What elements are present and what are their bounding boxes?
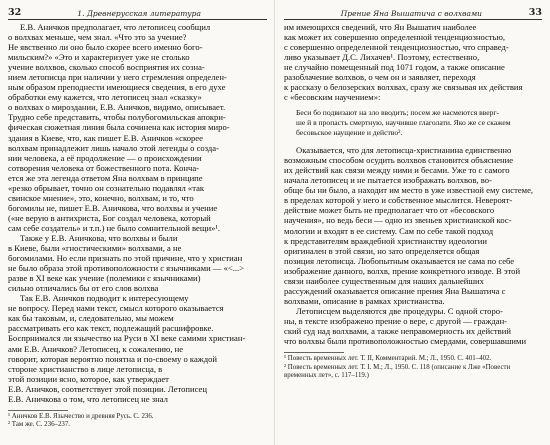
quote-line: Беси бо подвизают на зло вводить; посем же насмеются вверг- [296, 108, 500, 118]
text-line: Е.В. Аничков предполагает, что летописец сообщил [20, 22, 211, 32]
text-line: говорит, которая вероятно понятна и по-своему о каждой [8, 353, 217, 364]
text-line: фическая сюжетная линия была сочинена как история миро- [8, 122, 230, 133]
right-page [275, 0, 550, 445]
text-line: «резко обрывает, точно он сознательно подавлял «так [8, 182, 205, 193]
text-line: ливо указывает Д.С. Лихачев¹. Поэтому, естественно, [284, 52, 480, 63]
text-line: этой позиции ясно, которое, как утверждает [8, 373, 169, 384]
quote-line: ше й в пропасть смертную, научивше глаголати. Яко же се скажем [296, 117, 511, 127]
text-line: разоблачение волхвов, о чем он и заявляет, переходя [284, 72, 476, 83]
left-body-text [8, 22, 267, 404]
text-line: рассматривать его как текст, подлежащий расшифровке. [8, 323, 214, 334]
page-number: 33 [528, 7, 542, 18]
text-line: мильским?» «Это и характеризует уже не столько [8, 52, 190, 63]
text-line: волхвами, описание в рамках христианства. [284, 295, 445, 306]
text-line: Трудно себе представить, чтобы полубогомильская апокри- [8, 112, 226, 123]
text-line: («не верую в антихриста, Бог создал человека, который [8, 212, 211, 223]
text-line: свинское мнение», это, конечно, волхвам, и то, что [8, 192, 194, 203]
text-line: нии человека, а её продолжение — о происхождении [8, 152, 202, 163]
text-line: не вопросу. Перед нами текст, смысл которого оказывается [8, 303, 224, 314]
text-line: ны, в тексте изображено прение о вере, с другой — граждан- [284, 315, 508, 326]
block-quote [296, 108, 542, 137]
text-line: начала летописец и не пытается изображать волхвов, во- [284, 175, 492, 186]
text-line: что волхвы были противоположностью смердами, совершавшими [284, 336, 527, 347]
text-line: сотворения человека от божественного пота. Конча- [8, 162, 200, 173]
text-line: не было образа этой противоположности с язычниками — «<...> [8, 263, 245, 274]
text-line: к рассказу о белозерских волхвах, сразу же связывая их действия [284, 82, 523, 93]
text-line: обще бы ни было, а находит им место в уже известной ему системе, [284, 185, 534, 196]
footnote: ¹ Аничков Е.В. Язычество и древняя Русь. С. 236. [8, 412, 154, 420]
text-line: как может их совершенно определенной тенденциозностью, [284, 32, 506, 43]
right-body-text [284, 22, 542, 346]
text-line: рассуждений оказывается описание прения Яна Вышатича с [284, 285, 506, 296]
footnote-rule [284, 352, 344, 353]
text-line: ным образом преподнести имеющиеся сведения, в его духе [8, 82, 226, 93]
running-head: Прение Яна Вышатича с волхвами [340, 9, 482, 18]
text-line: стороне христианство в лице летописца, в [8, 363, 163, 374]
text-line: волхвам принадлежит лишь начало этой легенды о созда- [8, 142, 219, 153]
text-line: о волхвах о мироздании, Е.В. Аничков, видимо, описывает. [8, 102, 226, 113]
text-line: оригинален в этой связи, но зато определяется общая [284, 245, 480, 256]
text-line: Е.В. Аничков, соответствует этой позиции. Летописец [8, 383, 207, 394]
footnote-rule [8, 410, 68, 411]
page-number: 32 [8, 7, 22, 18]
text-line: Также у Е.В. Аничкова, что волхвы и были [20, 232, 178, 243]
text-line: возможным способом осудить волхвов становится объяснение [284, 155, 514, 166]
text-line: ами Е.В. Аничков? Летописец, к сожалению, не [8, 343, 184, 354]
text-line: к представителям враждебной христианству идеологии [284, 235, 487, 246]
text-line: здания в Киеве, что, как пишет Е.В. Аничков «скорее [8, 132, 203, 143]
footnote: ² Повесть временных лет. Т. I. М.; Л., 1950. С. 118 (описание к Лже «Повести временных лет», с. 117–119.) [284, 363, 511, 379]
right-page-header [284, 0, 542, 20]
text-line: учение волхвов, сколько способ восприятия их созна- [8, 62, 205, 73]
text-line: сам себе создатель» и т.п.) не было сомнительной вещи»¹. [8, 222, 221, 233]
text-line: сильно отличались бы от его слов волхва [8, 283, 159, 294]
text-line: как бы таковым, и, следовательно, мы можем [8, 313, 174, 324]
running-head: 1. Древнерусская литература [77, 9, 201, 18]
text-line: разве в XI веке как учение (полемики с язычниками) [8, 273, 201, 284]
footnote: ² Там же. С. 236–237. [8, 421, 71, 429]
text-line: обработки ему кажется, что летописец знал «сказку» [8, 92, 202, 103]
text-line: Оказывается, что для летописца-христианина единственно [296, 145, 512, 156]
text-line: Боспрнимался ли язычество на Руси в XI веке самими христиан- [8, 333, 246, 344]
text-line: их действий как связи между ними и бесами. Уже то с самого [284, 165, 510, 176]
text-line: научения», но ведь беси — одно из звеньев христианской кос- [284, 215, 512, 226]
text-line: с совершенно определенной тенденциозностью, что справед- [284, 42, 509, 53]
text-line: ется же эта легенда ответом Яна волхвам в принципе [8, 172, 203, 183]
text-line: мологии и входят в ее систему. Сам по себе такой подход [284, 225, 494, 236]
text-line: позиция летописца. Любопытным оказывается не сама по себе [284, 255, 515, 266]
text-line: богомилы не, пишет Е.В. Аничкова, что волхвы и учение [8, 202, 218, 213]
text-line: Летописцем выделяются две процедуры. С одной сторо- [296, 305, 503, 316]
text-line: действие может быть не предполагает что от «бесовского [284, 205, 495, 216]
text-line: Так Е.В. Аничков подводит к интересующему [20, 293, 189, 304]
footnote: ¹ Повесть временных лет. Т. II, Комментарий. М.; Л., 1950. С. 401–402. [284, 355, 492, 363]
text-line: изображение данного, волхв, прение конкретного изводе. В этой [284, 265, 521, 276]
text-line: богомилами. Но если признать по этой причине, что у христиан [8, 253, 243, 264]
text-line: Не явственно ли оно было скорее всего именно бого- [8, 42, 203, 53]
text-line: с «бесовским научением»: [284, 92, 381, 103]
text-line: в пределах которой у него и собственное мыслится. Невероят- [284, 195, 513, 206]
quote-line: бесовьское наущение и действо². [296, 127, 403, 137]
text-line: ский суд над волхвами, а также неправомерность их действий [284, 326, 511, 336]
text-line: связи наиболее существенным для наших дальнейших [284, 275, 484, 286]
text-line: в Киеве, были «гностическими» волхвами, а не [8, 243, 182, 254]
text-line: о волхвах меньше, чем знал. «Что это за учение? [8, 32, 187, 43]
text-line: нием летописца при наличии у него стремления определен- [8, 72, 227, 83]
text-line: им имеющихся сведений, что Ян Вышатич наиболее [284, 22, 477, 32]
text-line: Е.В. Аничкова о том, что летописец не знал [8, 393, 168, 404]
left-page-header [8, 0, 267, 20]
text-line: не случайно помещенный под 1071 годом, а также описание [284, 62, 505, 73]
